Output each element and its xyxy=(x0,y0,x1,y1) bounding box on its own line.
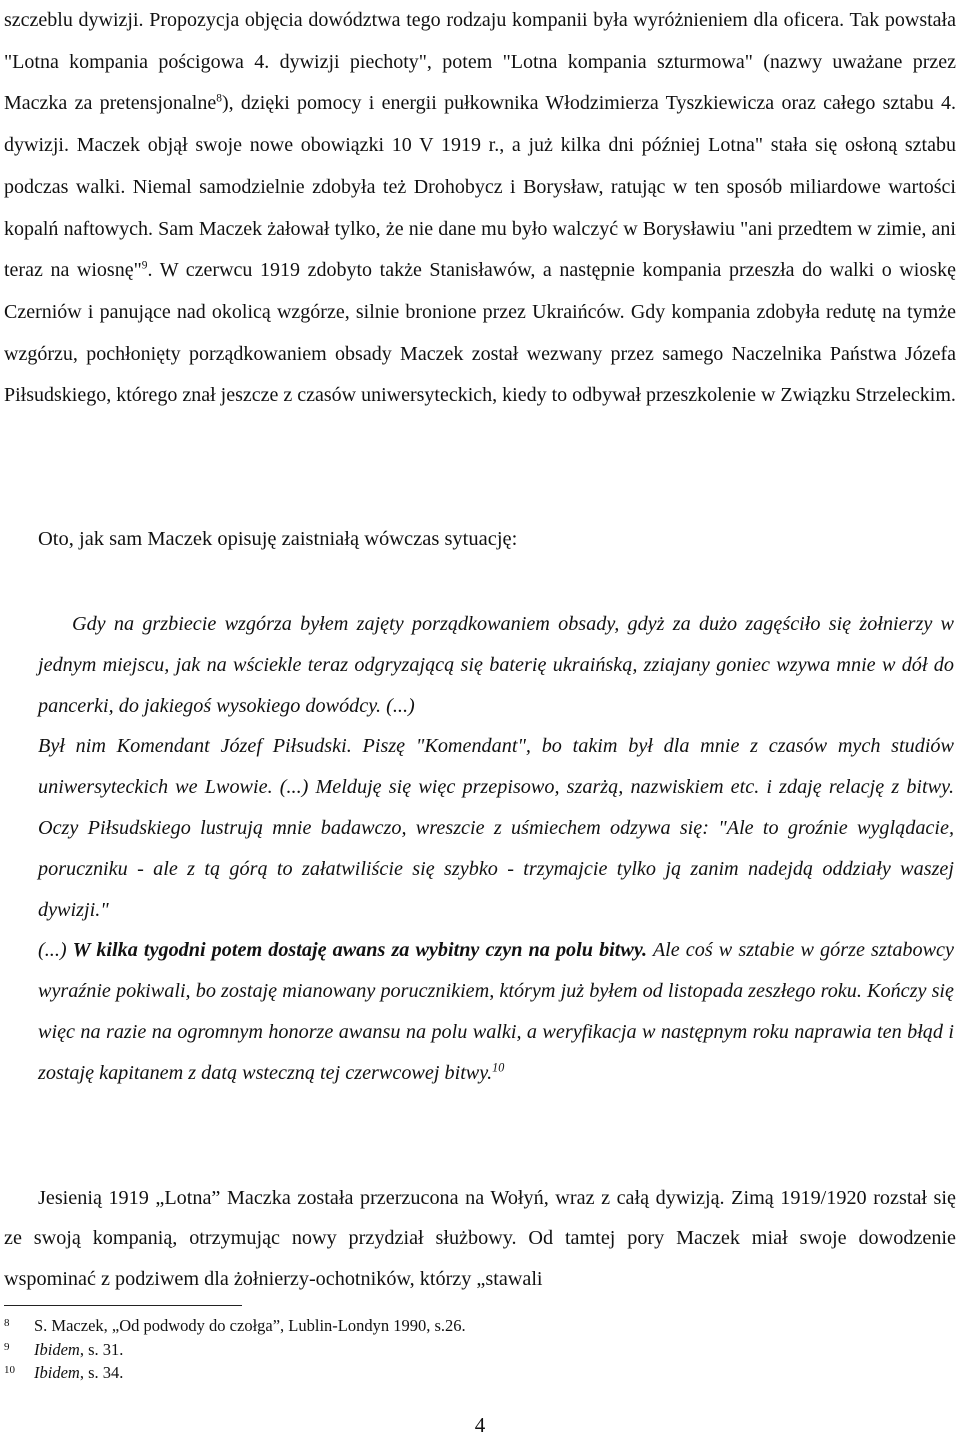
footnote-ref-8[interactable]: 8 xyxy=(216,93,222,106)
quote-intro: Oto, jak sam Maczek opisuję zaistniałą wówczas sytuację: xyxy=(38,528,518,550)
footnotes xyxy=(4,1313,466,1384)
footnote-italic: Ibidem xyxy=(34,1363,80,1383)
paragraph-1-text-b: ), dzięki pomocy i energii pułkownika Włodzimierza Tyszkiewicza oraz całego sztabu 4. dywizji. Maczek objął swoje nowe obowiązki 10 V 1919 r., a już kilka dni później Lotna" stała się osłoną sztabu podczas walki. Niemal samodzielnie zdobyła też Drohobycz i Borysław, ratując w ten sposób miliardowe wartości kopalń naftowych. Sam Maczek żałował tylko, że nie dane mu było walczyć w Borysławiu "ani przedtem w zimie, ani teraz na wiosnę" xyxy=(4,92,957,282)
footnote-text: S. Maczek, „Od podwody do czołga”, Lublin-Londyn 1990, s.26. xyxy=(34,1316,466,1335)
footnote-text: , s. 31. xyxy=(79,1339,124,1359)
footnote-number: 10 xyxy=(4,1364,15,1377)
footnote-italic: Ibidem xyxy=(34,1339,80,1359)
quote-bold-sentence: W kilka tygodni potem dostaję awans za wybitny czyn na polu bitwy. xyxy=(72,939,648,962)
quote-paragraph-2: Był nim Komendant Józef Piłsudski. Piszę "Komendant", bo takim był dla mnie z czasów mych studiów uniwersyteckich we Lwowie. (...) Melduję się więc przepisowo, szarżą, nazwiskiem etc. i zdaję relację z bitwy. Oczy Piłsudskiego lustrują mnie badawczo, wreszcie z uśmiechem odzywa się: "Ale to groźnie wyglądacie, poruczniku - ale z tą górą to załatwiliście się szybko - trzymajcie tylko ją zanim nadejdą oddziały waszej dywizji." xyxy=(38,735,954,921)
body-paragraph-1 xyxy=(4,0,956,417)
quote-ellipsis: (...) xyxy=(38,939,73,962)
paragraph-1-text-c: . W czerwcu 1919 zdobyto także Stanisławów, a następnie kompania przeszła do walki o wioskę Czerniów i panujące nad okolicą wzgórze, silnie bronione przez Ukraińców. Gdy kompania zdobyła redutę na tymże wzgórzu, pochłonięty porządkowaniem obsady Maczek został wezwany przez samego Naczelnika Państwa Józefa Piłsudskiego, którego znał jeszcze z czasów uniwersyteckich, kiedy to odbywał przeszkolenie w Związku Strzeleckim. xyxy=(4,259,956,407)
quote-paragraph-1: Gdy na grzbiecie wzgórza byłem zajęty porządkowaniem obsady, gdyż za dużo zagęściło się żołnierzy w jednym miejscu, jak na wściekle teraz odgryzającą się baterię ukraińską, zziajany goniec wzywa mnie w dół do pancerki, do jakiegoś wysokiego dowódcy. (...) xyxy=(38,613,954,717)
block-quote xyxy=(38,604,954,1094)
footnote-number: 8 xyxy=(4,1317,10,1329)
paragraph-1-text-a: szczeblu dywizji. Propozycja objęcia dowództwa tego rodzaju kompanii była wyróżnieniem dla oficera. Tak powstała "Lotna kompania pościgowa 4. dywizji piechoty", potem "Lotna kompania szturmowa" (nazwy uważane przez Maczka za pretensjonalne xyxy=(4,9,956,115)
footnote-8 xyxy=(4,1313,466,1337)
quote-paragraph-3-rest: Ale coś w sztabie w górze sztabowcy wyraźnie pokiwali, bo zostaję mianowany porucznikiem, którym już byłem od listopada zeszłego roku. Kończy się więc na razie na ogromnym honorze awansu na polu walki, a weryfikacja w następnym roku naprawia ten błąd i zostaję kapitanem z datą wsteczną tej czerwcowej bitwy. xyxy=(38,939,954,1084)
footnote-text: , s. 34. xyxy=(79,1363,124,1383)
page-number: 4 xyxy=(474,1413,486,1437)
footnote-number: 9 xyxy=(4,1340,10,1353)
footnote-ref-9[interactable]: 9 xyxy=(141,259,148,272)
footnote-ref-10[interactable]: 10 xyxy=(492,1060,505,1075)
footnote-9 xyxy=(4,1337,466,1361)
footnote-separator xyxy=(4,1305,242,1306)
body-paragraph-3: Jesienią 1919 „Lotna” Maczka została przerzucona na Wołyń, wraz z całą dywizją. Zimą 1919/1920 rozstał się ze swoją kompanią, otrzymując nowy przydział służbowy. Od tamtej pory Maczek miał swoje dowodzenie wspominać z podziwem dla żołnierzy-ochotników, którzy „stawali xyxy=(4,1187,956,1290)
quote-paragraph-3 xyxy=(38,930,954,1093)
footnote-10 xyxy=(4,1360,466,1384)
